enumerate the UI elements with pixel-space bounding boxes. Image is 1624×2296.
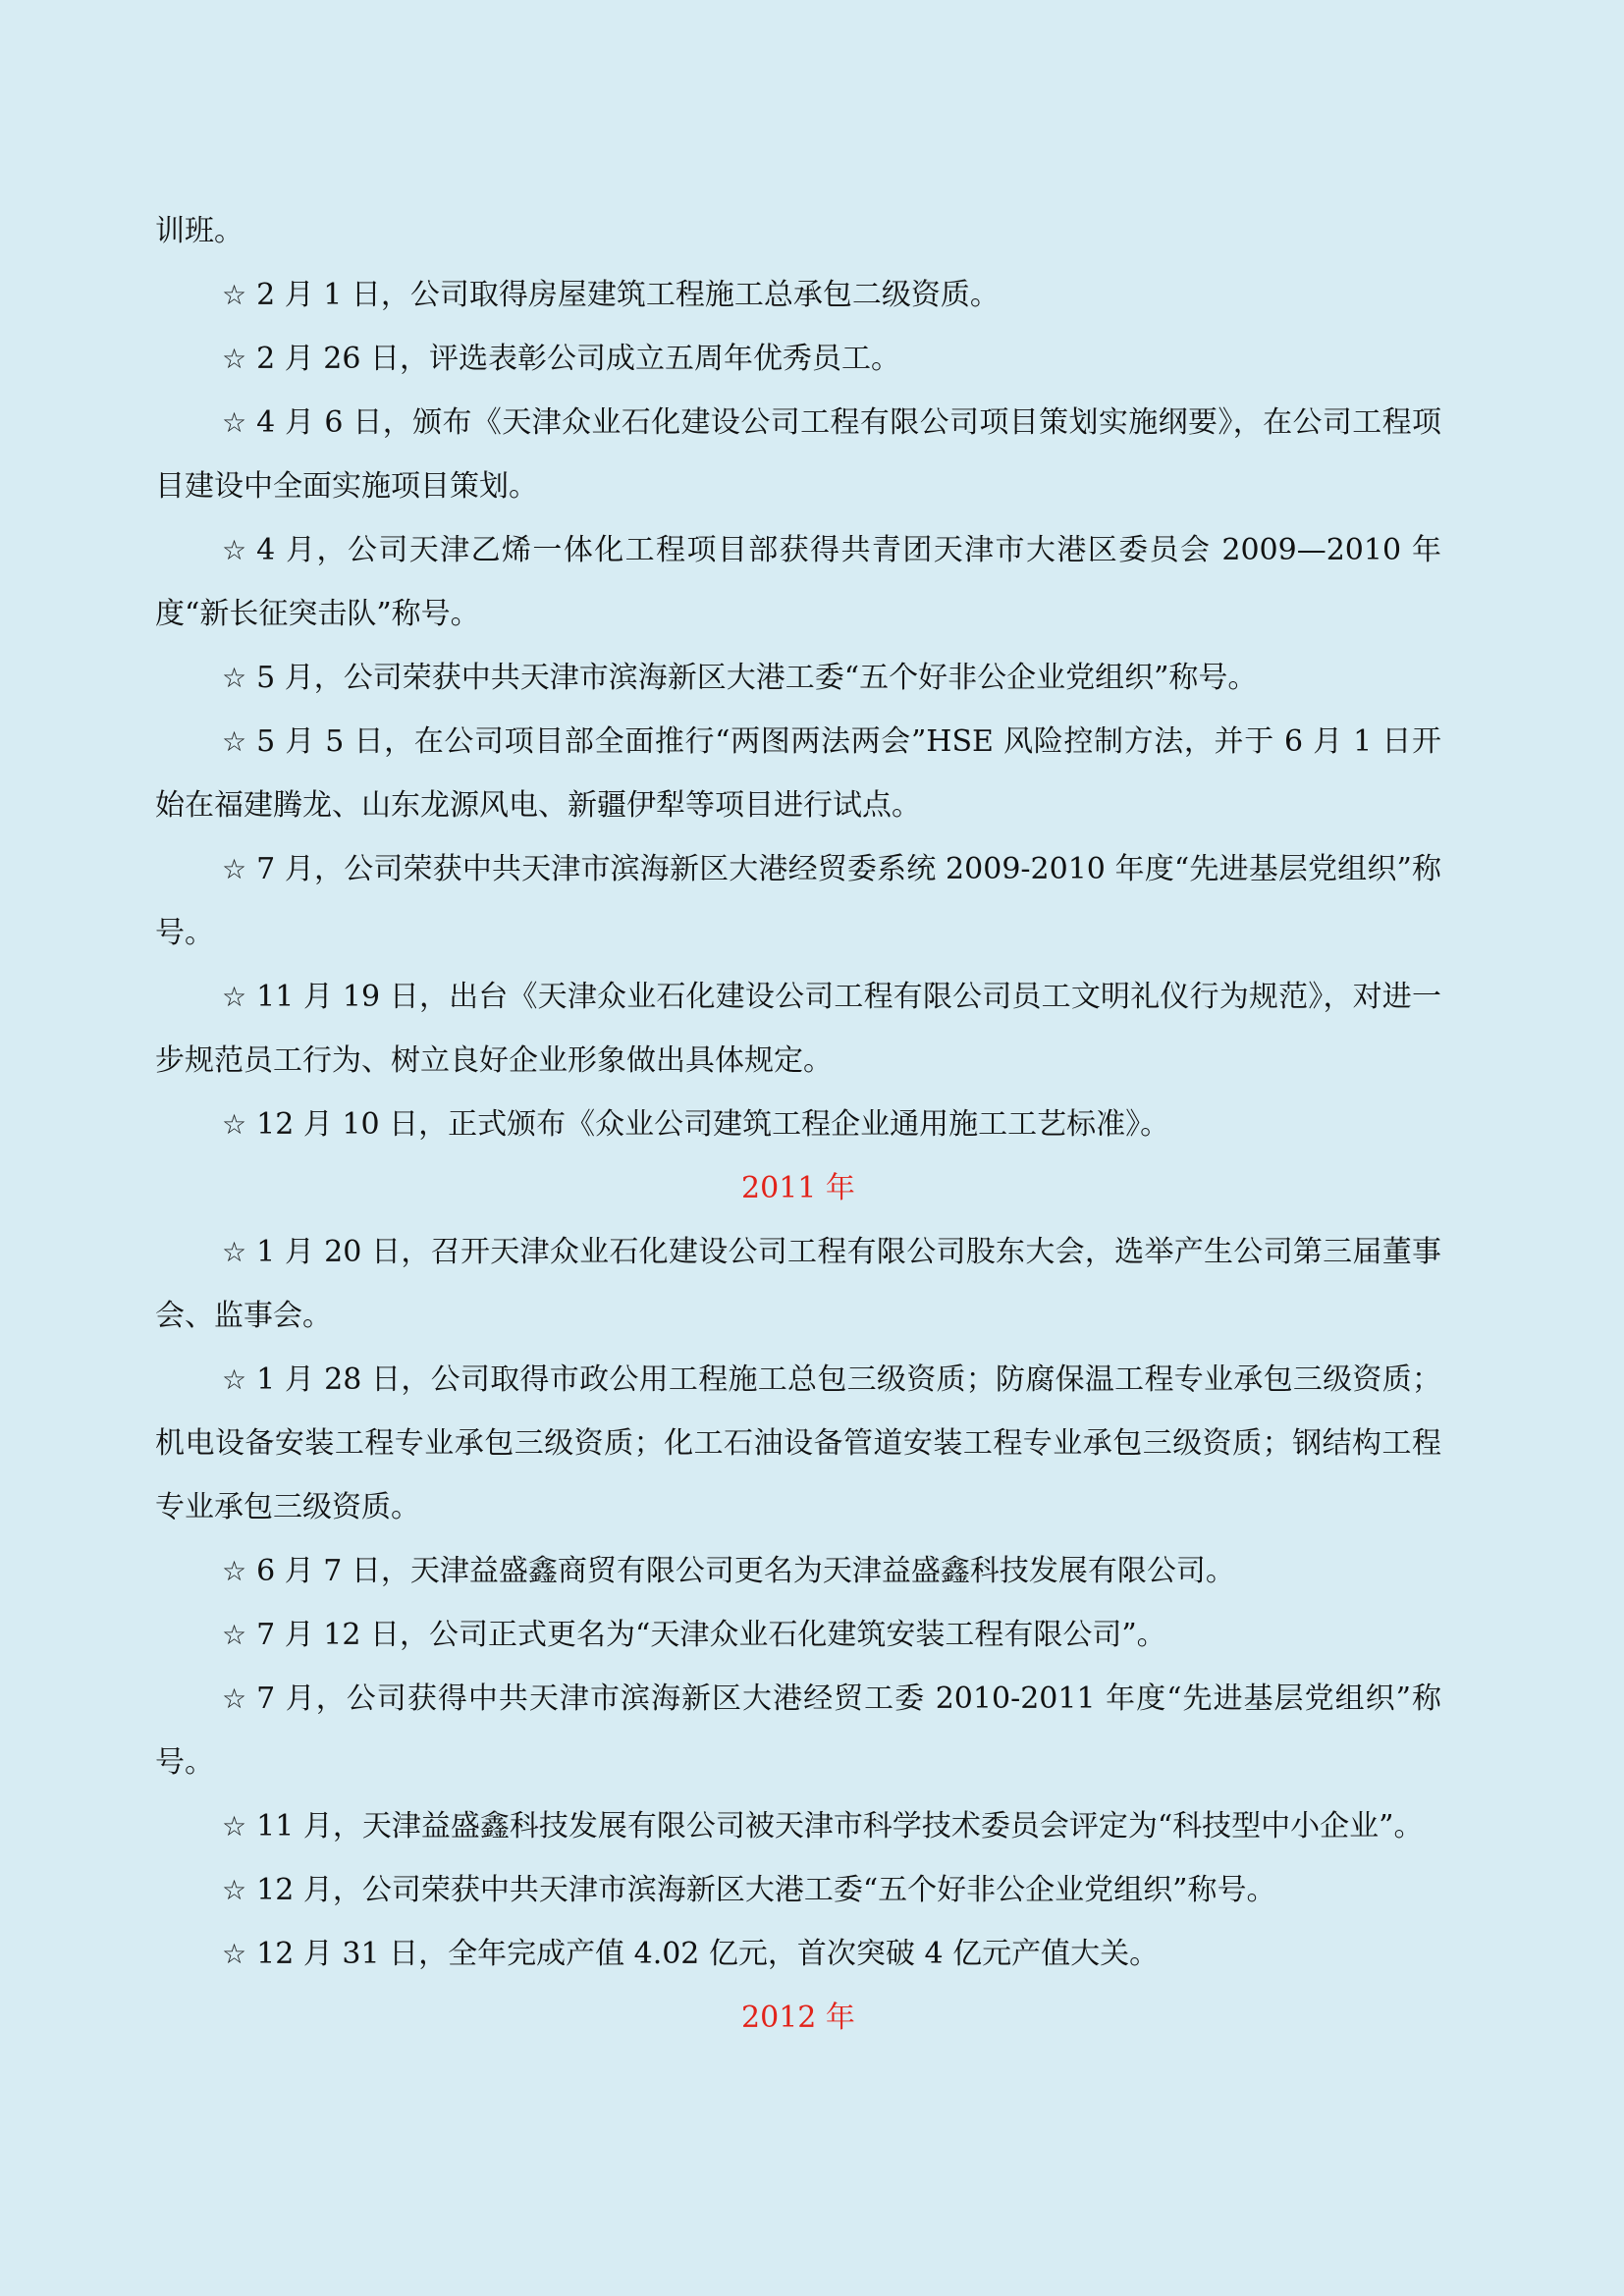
star-icon: ☆ — [222, 406, 247, 439]
list-item — [155, 1348, 1441, 1539]
list-item — [155, 1667, 1441, 1794]
star-icon: ☆ — [222, 1810, 247, 1842]
star-icon: ☆ — [222, 343, 247, 375]
star-icon: ☆ — [222, 534, 247, 566]
list-item — [155, 710, 1441, 837]
list-item-text: 4 月 6 日，颁布《天津众业石化建设公司工程有限公司项目策划实施纲要》，在公司工程项目建设中全面实施项目策划。 — [155, 405, 1441, 504]
list-item — [155, 327, 1441, 391]
list-item — [155, 1093, 1441, 1156]
star-icon: ☆ — [222, 725, 247, 758]
list-item-text: 7 月，公司荣获中共天津市滨海新区大港经贸委系统 2009-2010 年度“先进基层党组织”称号。 — [155, 852, 1441, 950]
list-item-text: 7 月 12 日，公司正式更名为“天津众业石化建筑安装工程有限公司”。 — [256, 1618, 1166, 1652]
year-heading-2012: 2012 年 — [741, 2001, 855, 2035]
list-item — [155, 1794, 1441, 1858]
list-item — [155, 837, 1441, 965]
list-item — [155, 1603, 1441, 1667]
star-icon: ☆ — [222, 1682, 247, 1715]
list-item — [155, 1539, 1441, 1603]
list-item-text: 11 月 19 日，出台《天津众业石化建设公司工程有限公司员工文明礼仪行为规范》，对进一步规范员工行为、树立良好企业形象做出具体规定。 — [155, 980, 1441, 1078]
list-item-text: 1 月 28 日，公司取得市政公用工程施工总包三级资质；防腐保温工程专业承包三级资质；机电设备安装工程专业承包三级资质；化工石油设备管道安装工程专业承包三级资质；钢结构工程专业承包三级资质。 — [155, 1362, 1441, 1524]
list-item — [155, 1922, 1441, 1986]
items-2010-list — [155, 263, 1441, 1156]
list-item-text: 11 月，天津益盛鑫科技发展有限公司被天津市科学技术委员会评定为“科技型中小企业”。 — [256, 1809, 1424, 1843]
list-item — [155, 965, 1441, 1093]
star-icon: ☆ — [222, 1619, 247, 1651]
list-item-text: 2 月 26 日，评选表彰公司成立五周年优秀员工。 — [256, 342, 900, 376]
list-item-text: 5 月，公司荣获中共天津市滨海新区大港工委“五个好非公企业党组织”称号。 — [256, 661, 1258, 695]
star-icon: ☆ — [222, 1874, 247, 1906]
list-item — [155, 518, 1441, 646]
list-item — [155, 391, 1441, 518]
items-2011-list — [155, 1220, 1441, 1986]
list-item-text: 5 月 5 日，在公司项目部全面推行“两图两法两会”HSE 风险控制方法，并于 6 月 1 日开始在福建腾龙、山东龙源风电、新疆伊犁等项目进行试点。 — [155, 724, 1441, 823]
star-icon: ☆ — [222, 1555, 247, 1587]
list-item-text: 7 月，公司获得中共天津市滨海新区大港经贸工委 2010-2011 年度“先进基层党组织”称号。 — [155, 1682, 1441, 1780]
list-item-text: 12 月，公司荣获中共天津市滨海新区大港工委“五个好非公企业党组织”称号。 — [256, 1873, 1276, 1907]
list-item-text: 4 月，公司天津乙烯一体化工程项目部获得共青团天津市大港区委员会 2009—2010 年度“新长征突击队”称号。 — [155, 533, 1441, 631]
list-item — [155, 263, 1441, 327]
list-item — [155, 646, 1441, 710]
star-icon: ☆ — [222, 853, 247, 885]
list-item — [155, 1220, 1441, 1348]
year-heading-2011: 2011 年 — [741, 1171, 855, 1205]
list-item-text: 2 月 1 日，公司取得房屋建筑工程施工总承包二级资质。 — [256, 278, 1000, 312]
star-icon: ☆ — [222, 662, 247, 694]
star-icon: ☆ — [222, 1236, 247, 1268]
star-icon: ☆ — [222, 279, 247, 311]
list-item — [155, 1858, 1441, 1922]
list-item-text: 12 月 10 日，正式颁布《众业公司建筑工程企业通用施工工艺标准》。 — [256, 1107, 1170, 1142]
star-icon: ☆ — [222, 1938, 247, 1970]
list-item-text: 12 月 31 日，全年完成产值 4.02 亿元，首次突破 4 亿元产值大关。 — [256, 1937, 1160, 1971]
list-item-text: 6 月 7 日，天津益盛鑫商贸有限公司更名为天津益盛鑫科技发展有限公司。 — [256, 1554, 1235, 1588]
star-icon: ☆ — [222, 1108, 247, 1141]
star-icon: ☆ — [222, 981, 247, 1013]
continuation-text: 训班。 — [155, 214, 244, 248]
list-item-text: 1 月 20 日，召开天津众业石化建设公司工程有限公司股东大会，选举产生公司第三届董事会、监事会。 — [155, 1235, 1441, 1333]
star-icon: ☆ — [222, 1363, 247, 1396]
